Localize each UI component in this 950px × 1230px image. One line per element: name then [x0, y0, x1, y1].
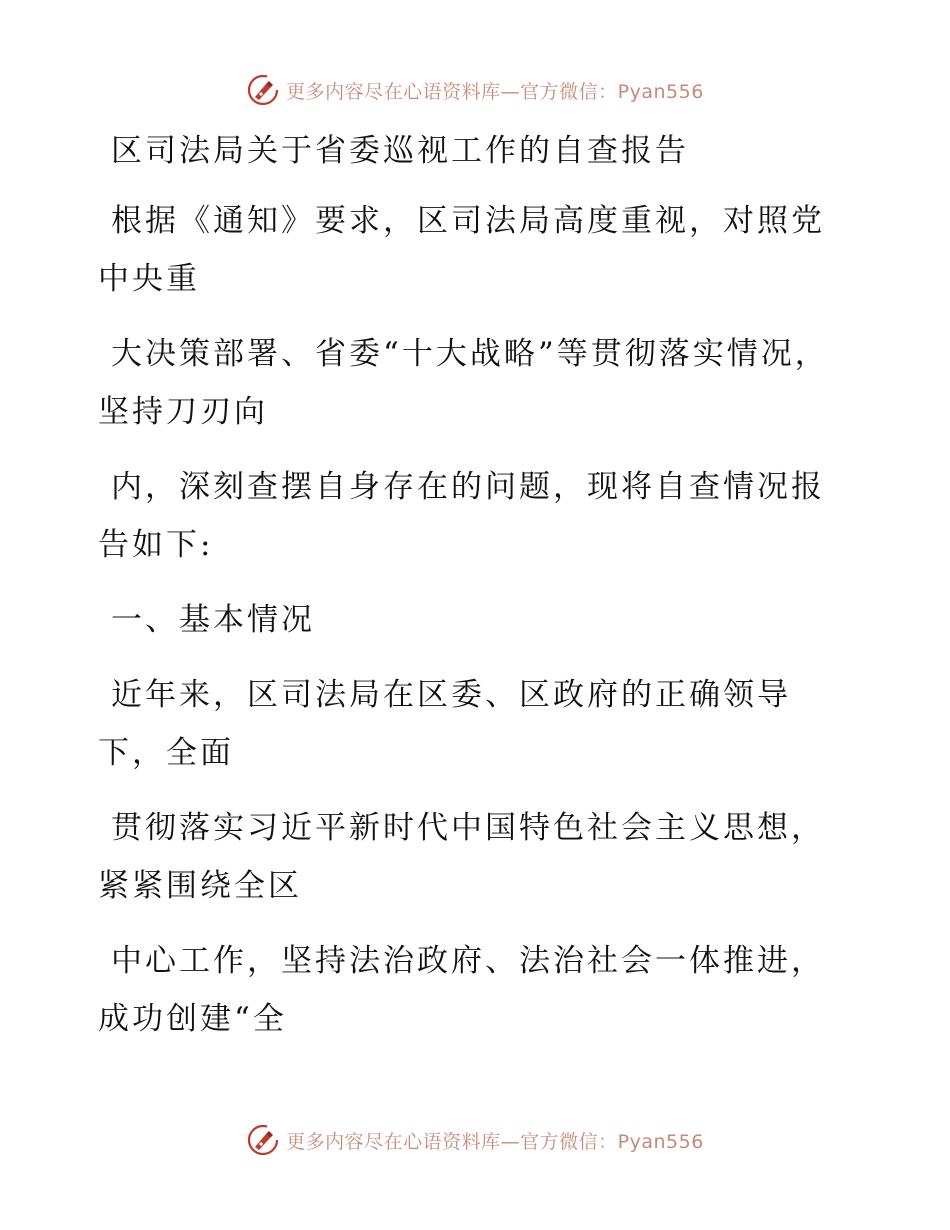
paragraph: 贯彻落实习近平新时代中国特色社会主义思想，紧紧围绕全区 [98, 810, 825, 904]
header-banner [0, 70, 950, 110]
paragraph: 近年来，区司法局在区委、区政府的正确领导下，全面 [98, 677, 791, 771]
paragraph: 中心工作，坚持法治政府、法治社会一体推进，成功创建“全 [98, 943, 825, 1037]
document-title: 区司法局关于省委巡视工作的自查报告 [111, 133, 689, 169]
pen-nib-logo-icon [246, 1123, 280, 1157]
footer-banner [0, 1120, 950, 1160]
paragraph: 内，深刻查摆自身存在的问题，现将自查情况报告如下: [98, 469, 825, 563]
footer-banner-text: 更多内容尽在心语资料库—官方微信：Pyan556 [286, 1130, 704, 1153]
paragraph: 大决策部署、省委“十大战略”等贯彻落实情况，坚持刀刃向 [98, 336, 829, 430]
section-heading: 一、基本情况 [111, 602, 315, 638]
paragraph: 根据《通知》要求，区司法局高度重视，对照党中央重 [98, 203, 825, 297]
document-body [98, 122, 858, 1065]
header-banner-text: 更多内容尽在心语资料库—官方微信：Pyan556 [286, 80, 704, 103]
pen-nib-logo-icon [246, 73, 280, 107]
